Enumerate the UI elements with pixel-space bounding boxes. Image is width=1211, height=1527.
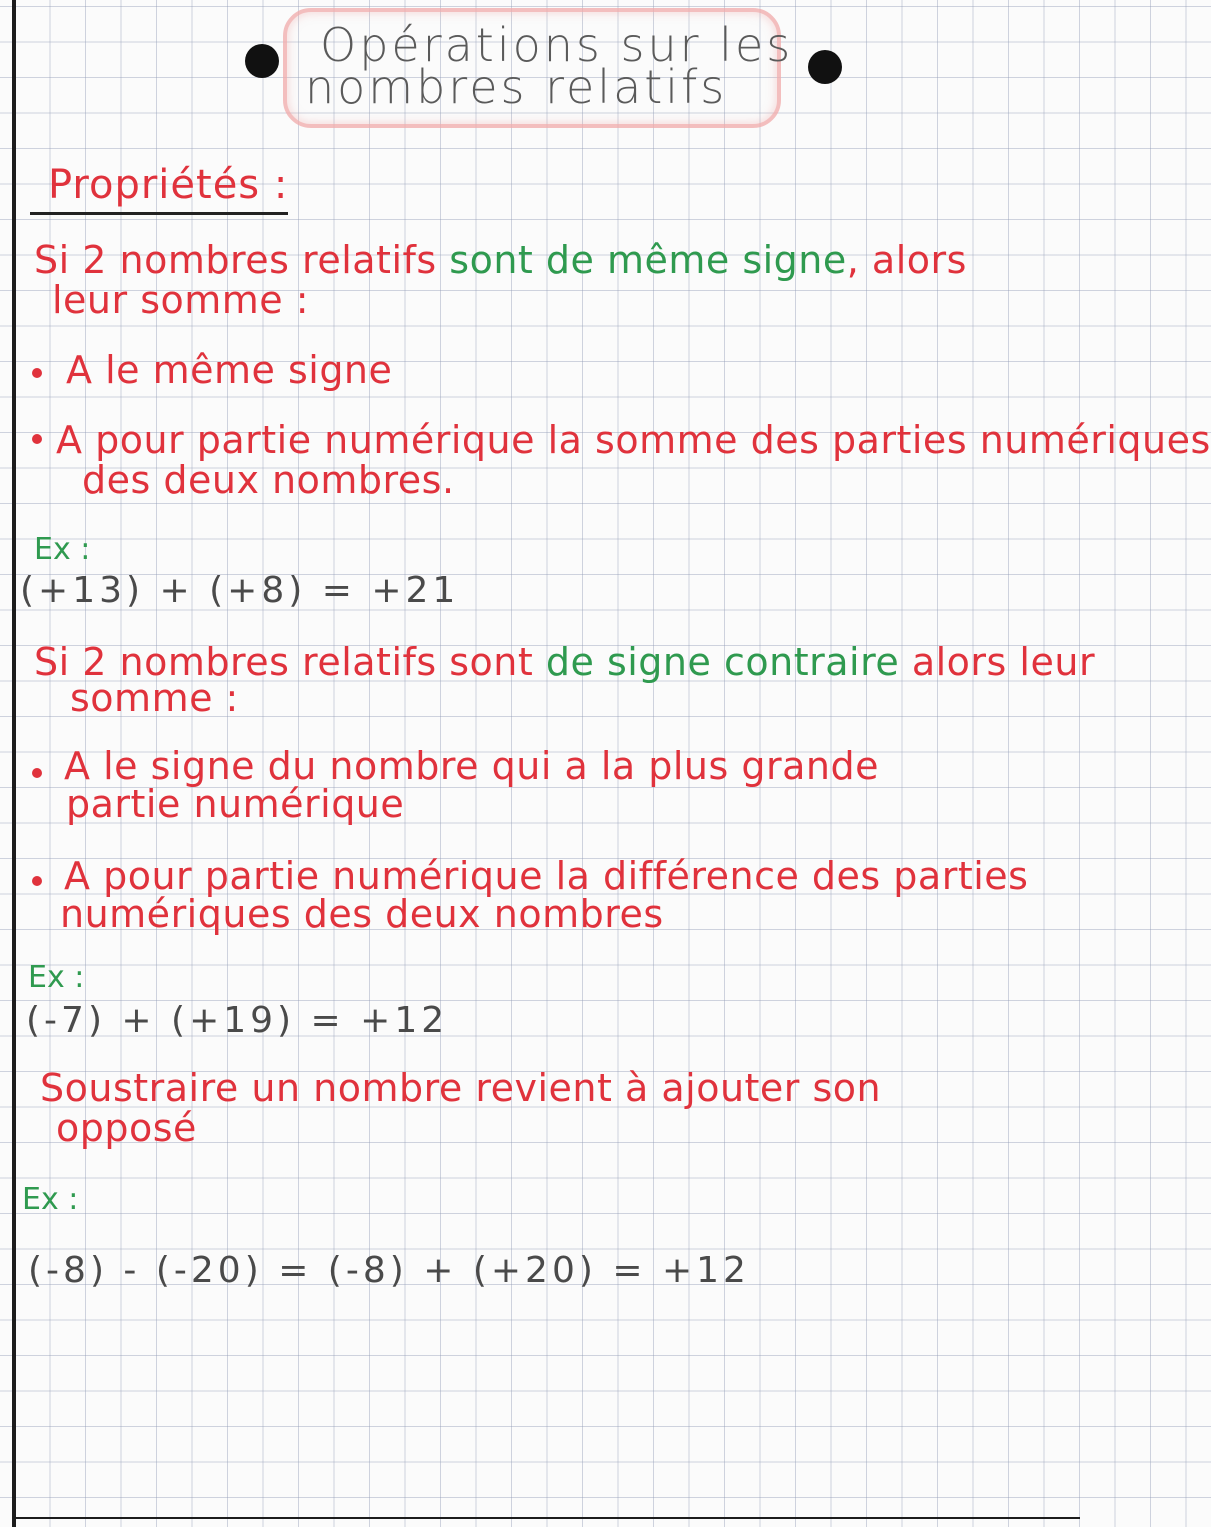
example2-formula: (-7) + (+19) = +12 — [26, 1000, 449, 1041]
title-line-2: nombres relatifs — [305, 60, 728, 114]
rule2-bullet1-line1: A le signe du nombre qui a la plus grande — [64, 744, 879, 788]
rule1-bullet2-red: A pour partie numérique — [56, 418, 536, 462]
section-heading: Propriétés : — [30, 162, 288, 215]
binder-hole-right-icon — [808, 50, 842, 84]
rule1-intro-line2: leur somme : — [52, 278, 310, 322]
rule2-bullet2-line2: numériques des deux nombres — [60, 892, 664, 936]
margin-line — [12, 0, 16, 1527]
rule2-intro-end: alors leur — [911, 640, 1096, 684]
rule1-intro-red: Si 2 nombres relatifs — [34, 238, 437, 282]
rule1-bullet2 — [56, 418, 1211, 462]
example2-label: Ex : — [28, 960, 85, 995]
rule2-intro-line2: somme : — [70, 676, 239, 720]
page-bottom-line — [12, 1517, 1080, 1519]
rule1-intro-green: sont de même signe — [449, 238, 847, 282]
rule3-line1: Soustraire un nombre revient à ajouter son — [40, 1066, 882, 1110]
rule1-intro-end: , alors — [846, 238, 967, 282]
bullet-icon — [32, 434, 42, 444]
example1-formula: (+13) + (+8) = +21 — [20, 570, 460, 611]
example1-label: Ex : — [34, 532, 91, 567]
example3-formula: (-8) - (-20) = (-8) + (+20) = +12 — [28, 1250, 750, 1291]
rule2-intro-green: de signe contraire — [545, 640, 900, 684]
rule2-bullet1-line2: partie numérique — [66, 782, 405, 826]
example3-label: Ex : — [22, 1182, 79, 1217]
rule1-bullet1: A le même signe — [66, 348, 393, 392]
rule1-bullet2-green: la somme des parties numériques — [547, 418, 1211, 462]
bullet-icon — [32, 876, 42, 886]
rule3-line2: opposé — [56, 1106, 197, 1150]
rule1-intro — [34, 238, 967, 282]
binder-hole-left-icon — [245, 44, 279, 78]
title-line-1: Opérations sur les — [320, 18, 794, 72]
rule2-intro-red: Si 2 nombres relatifs sont — [34, 640, 534, 684]
bullet-icon — [32, 768, 42, 778]
bullet-icon — [32, 368, 42, 378]
rule2-bullet2-line1: A pour partie numérique la différence des parties — [64, 854, 1029, 898]
rule1-bullet2-line2: des deux nombres. — [82, 458, 455, 502]
